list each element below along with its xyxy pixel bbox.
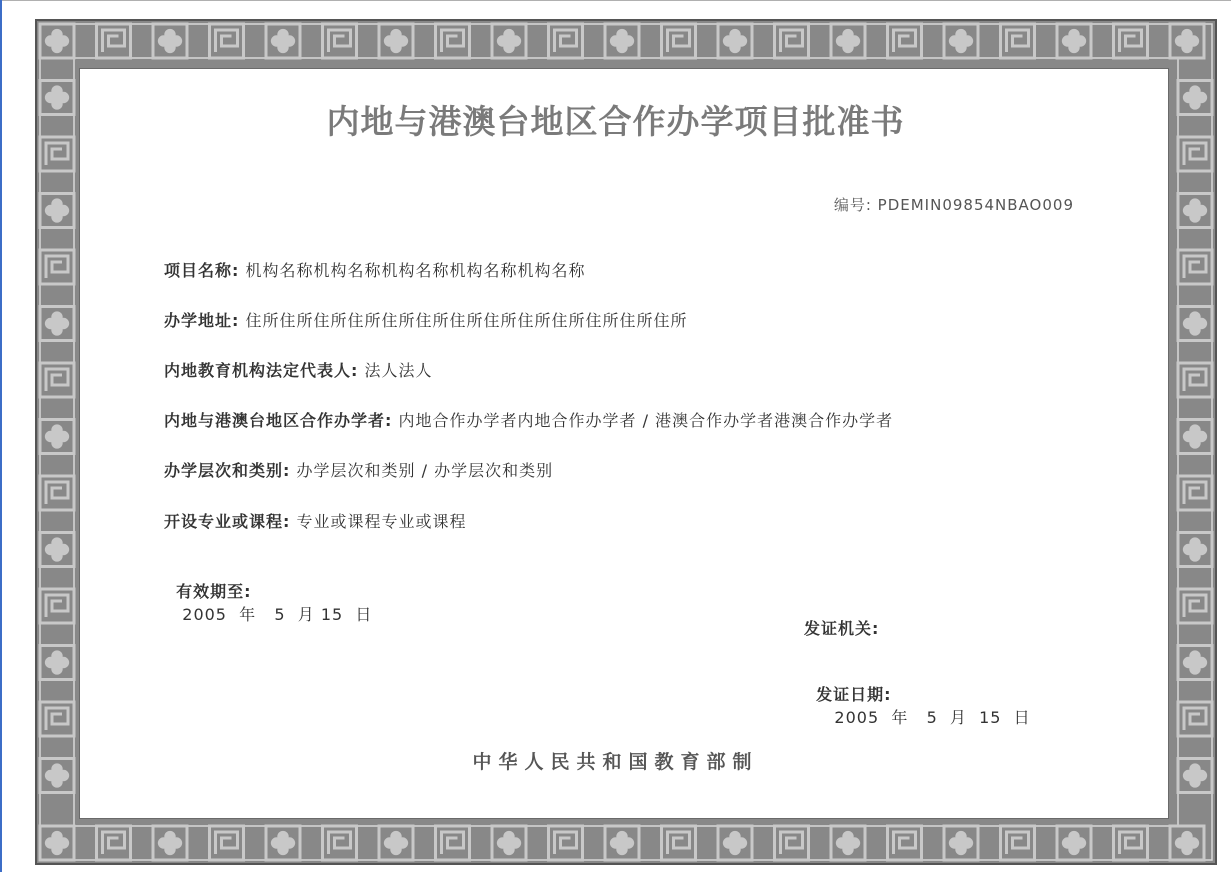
flower-tile <box>492 826 526 860</box>
flower-tile <box>40 24 74 58</box>
greek-key-tile <box>662 826 696 860</box>
greek-key-tile <box>1178 702 1212 736</box>
field-value: 法人法人 <box>364 361 433 380</box>
greek-key-tile <box>1114 826 1148 860</box>
flower-tile <box>605 24 639 58</box>
flower-tile <box>40 307 74 341</box>
certificate-frame <box>35 19 1217 865</box>
flower-tile <box>1178 533 1212 567</box>
greek-key-tile <box>40 250 74 284</box>
flower-tile <box>718 24 752 58</box>
field-value: 专业或课程专业或课程 <box>296 512 467 531</box>
greek-key-tile <box>40 702 74 736</box>
greek-key-tile <box>1178 363 1212 397</box>
greek-key-tile <box>775 24 809 58</box>
issue-date-label: 发证日期: <box>816 685 892 704</box>
field-cooperating-parties <box>164 408 893 431</box>
window-top-edge <box>0 0 1231 1</box>
issuing-authority-label: 发证机关: <box>804 619 880 638</box>
greek-key-tile <box>436 24 470 58</box>
greek-key-tile <box>1001 24 1035 58</box>
flower-tile <box>492 24 526 58</box>
field-legal-representative <box>164 358 433 381</box>
field-value: 住所住所住所住所住所住所住所住所住所住所住所住所住所 <box>245 311 688 330</box>
flower-tile <box>40 420 74 454</box>
flower-tile <box>153 826 187 860</box>
greek-key-tile <box>888 24 922 58</box>
flower-tile <box>1178 194 1212 228</box>
flower-tile <box>379 826 413 860</box>
field-value: 机构名称机构名称机构名称机构名称机构名称 <box>245 261 586 280</box>
field-level-category <box>164 458 553 481</box>
document-number <box>834 194 1074 215</box>
flower-tile <box>40 194 74 228</box>
field-label: 办学层次和类别: <box>164 461 291 480</box>
issue-date-value: 2005 年 5 月 15 日 <box>816 708 1031 727</box>
flower-tile <box>831 24 865 58</box>
flower-tile <box>1170 24 1204 58</box>
field-label: 开设专业或课程: <box>164 512 291 531</box>
field-value: 2005 年 5 月 15 日 <box>176 605 373 624</box>
issue-date <box>804 663 1031 728</box>
field-majors-courses <box>164 509 467 532</box>
field-label: 内地教育机构法定代表人: <box>164 361 359 380</box>
greek-key-tile <box>210 24 244 58</box>
flower-tile <box>1178 307 1212 341</box>
greek-key-tile <box>1001 826 1035 860</box>
greek-key-tile <box>210 826 244 860</box>
field-label: 办学地址: <box>164 311 240 330</box>
field-project-name <box>164 258 586 281</box>
greek-key-tile <box>40 476 74 510</box>
flower-tile <box>718 826 752 860</box>
flower-tile <box>266 826 300 860</box>
greek-key-tile <box>436 826 470 860</box>
issuing-authority <box>804 616 879 639</box>
greek-key-tile <box>323 24 357 58</box>
greek-key-tile <box>549 24 583 58</box>
field-label: 项目名称: <box>164 261 240 280</box>
flower-tile <box>1057 826 1091 860</box>
greek-key-tile <box>40 363 74 397</box>
flower-tile <box>379 24 413 58</box>
field-label: 内地与港澳台地区合作办学者: <box>164 411 393 430</box>
greek-key-tile <box>662 24 696 58</box>
flower-tile <box>605 826 639 860</box>
field-value: 办学层次和类别 / 办学层次和类别 <box>296 461 554 480</box>
field-address <box>164 308 688 331</box>
flower-tile <box>1178 646 1212 680</box>
greek-key-tile <box>549 826 583 860</box>
greek-key-tile <box>1114 24 1148 58</box>
flower-tile <box>944 826 978 860</box>
flower-tile <box>266 24 300 58</box>
greek-key-tile <box>97 24 131 58</box>
field-label: 有效期至: <box>176 582 252 601</box>
field-value: 内地合作办学者内地合作办学者 / 港澳合作办学者港澳合作办学者 <box>398 411 894 430</box>
greek-key-tile <box>1178 589 1212 623</box>
greek-key-tile <box>775 826 809 860</box>
flower-tile <box>944 24 978 58</box>
flower-tile <box>40 826 74 860</box>
document-number-label: 编号: <box>833 196 872 214</box>
greek-key-tile <box>888 826 922 860</box>
greek-key-tile <box>1178 250 1212 284</box>
flower-tile <box>831 826 865 860</box>
flower-tile <box>153 24 187 58</box>
issuer-footer: 中华人民共和国教育部制 <box>472 751 759 773</box>
document-number-value: PDEMIN09854NBAO009 <box>877 196 1074 214</box>
greek-key-tile <box>1178 476 1212 510</box>
flower-tile <box>1170 826 1204 860</box>
flower-tile <box>40 646 74 680</box>
field-valid-until <box>164 560 372 625</box>
flower-tile <box>40 533 74 567</box>
greek-key-tile <box>323 826 357 860</box>
certificate-title: 内地与港澳台地区合作办学项目批准书 <box>326 102 905 141</box>
greek-key-tile <box>97 826 131 860</box>
greek-key-tile <box>40 589 74 623</box>
flower-tile <box>1057 24 1091 58</box>
flower-tile <box>1178 420 1212 454</box>
